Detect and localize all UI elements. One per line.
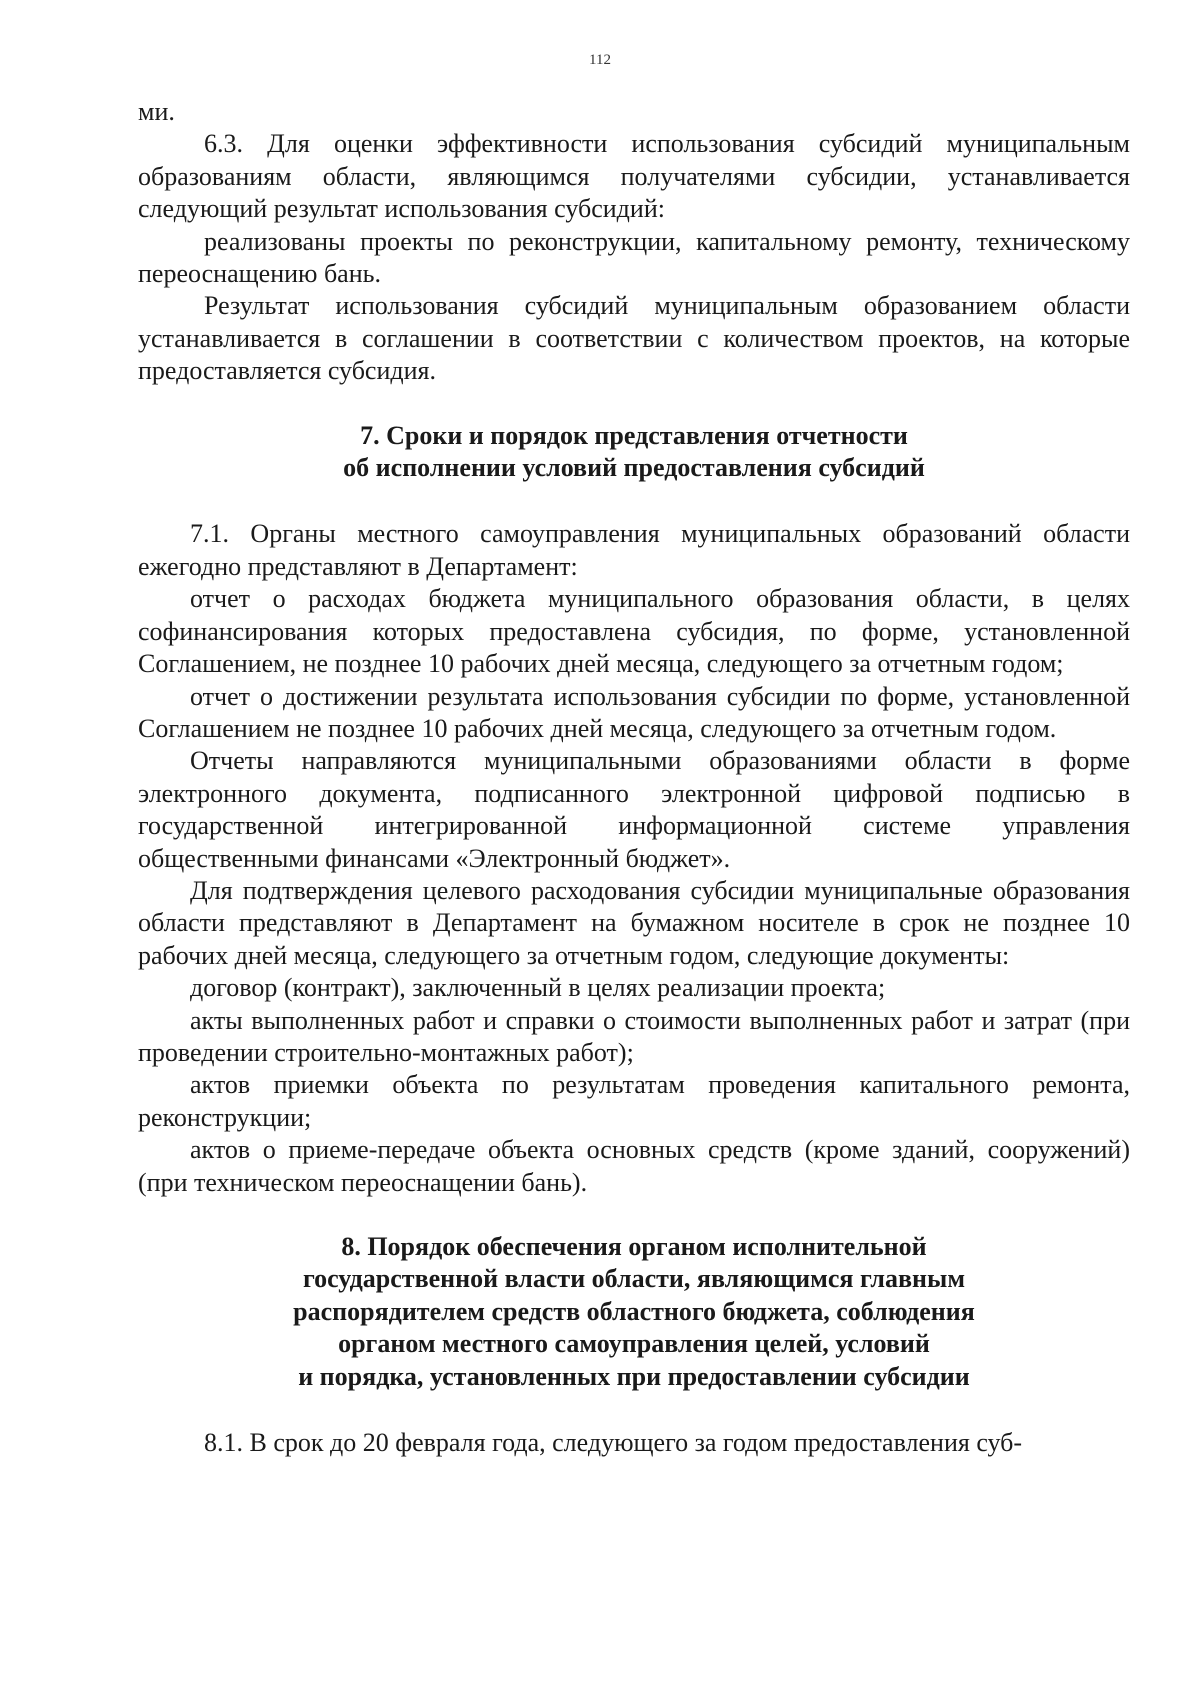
paragraph: отчет о достижении результата использования субсидии по форме, установленной Соглашением не позднее 10 рабочих дней месяца, следующего за отчетным годом. (138, 681, 1130, 743)
paragraph: 8.1. В срок до 20 февраля года, следующего за годом предоставления суб- (204, 1428, 1023, 1458)
section-7-heading (138, 420, 1130, 485)
heading-line: государственной власти области, являющимся главным (302, 1264, 966, 1294)
paragraph: договор (контракт), заключенный в целях реализации проекта; (190, 973, 886, 1003)
paragraph: реализованы проекты по реконструкции, капитальному ремонту, техническому переоснащению бань. (138, 226, 1130, 289)
paragraph: Результат использования субсидий муниципальным образованием области устанавливается в соглашении в соответствии с количеством проектов, на которые предоставляется субсидия. (138, 291, 1130, 386)
section-8-heading (138, 1231, 1130, 1393)
paragraph: Для подтверждения целевого расходования субсидии муниципальные образования области представляют в Департамент на бумажном носителе в срок не позднее 10 рабочих дней месяца, следующего за отчетным годом, следующие документы: (138, 875, 1130, 970)
heading-line: 7. Сроки и порядок представления отчетности (360, 420, 908, 450)
document-body (138, 96, 1130, 1459)
paragraph: актов о приеме-передаче объекта основных средств (кроме зданий, сооружений) (при техническом переоснащении бань). (138, 1135, 1130, 1197)
paragraph: отчет о расходах бюджета муниципального образования области, в целях софинансирования которых предоставлена субсидия, по форме, установленной Соглашением, не позднее 10 рабочих дней месяца, следующего за отчетным годом; (138, 584, 1130, 679)
paragraph: ми. (138, 97, 175, 126)
paragraph: актов приемки объекта по результатам проведения капитального ремонта, реконструкции; (138, 1070, 1130, 1132)
paragraph: 6.3. Для оценки эффективности использования субсидий муниципальным образованиям области, являющимся получателями субсидии, устанавливается следующий результат использования субсидий: (138, 129, 1130, 224)
heading-line: органом местного самоуправления целей, условий (338, 1329, 930, 1359)
paragraph: Отчеты направляются муниципальными образованиями области в форме электронного документа, подписанного электронной цифровой подписью в государственной интегрированной информационной системе управления общественными финансами «Электронный бюджет». (138, 746, 1130, 873)
page-number: 112 (589, 52, 611, 68)
section-8-body (138, 1427, 1130, 1459)
paragraph: 7.1. Органы местного самоуправления муниципальных образований области ежегодно представляют в Департамент: (138, 519, 1130, 581)
heading-line: об исполнении условий предоставления субсидий (343, 453, 925, 483)
heading-line: распорядителем средств областного бюджета, соблюдения (293, 1296, 975, 1326)
section-7-body (138, 518, 1130, 1199)
heading-line: и порядка, установленных при предоставлении субсидии (298, 1361, 970, 1391)
paragraph: акты выполненных работ и справки о стоимости выполненных работ и затрат (при проведении строительно-монтажных работ); (138, 1005, 1130, 1067)
section-6-continuation (138, 96, 1130, 388)
heading-line: 8. Порядок обеспечения органом исполнительной (341, 1232, 927, 1261)
